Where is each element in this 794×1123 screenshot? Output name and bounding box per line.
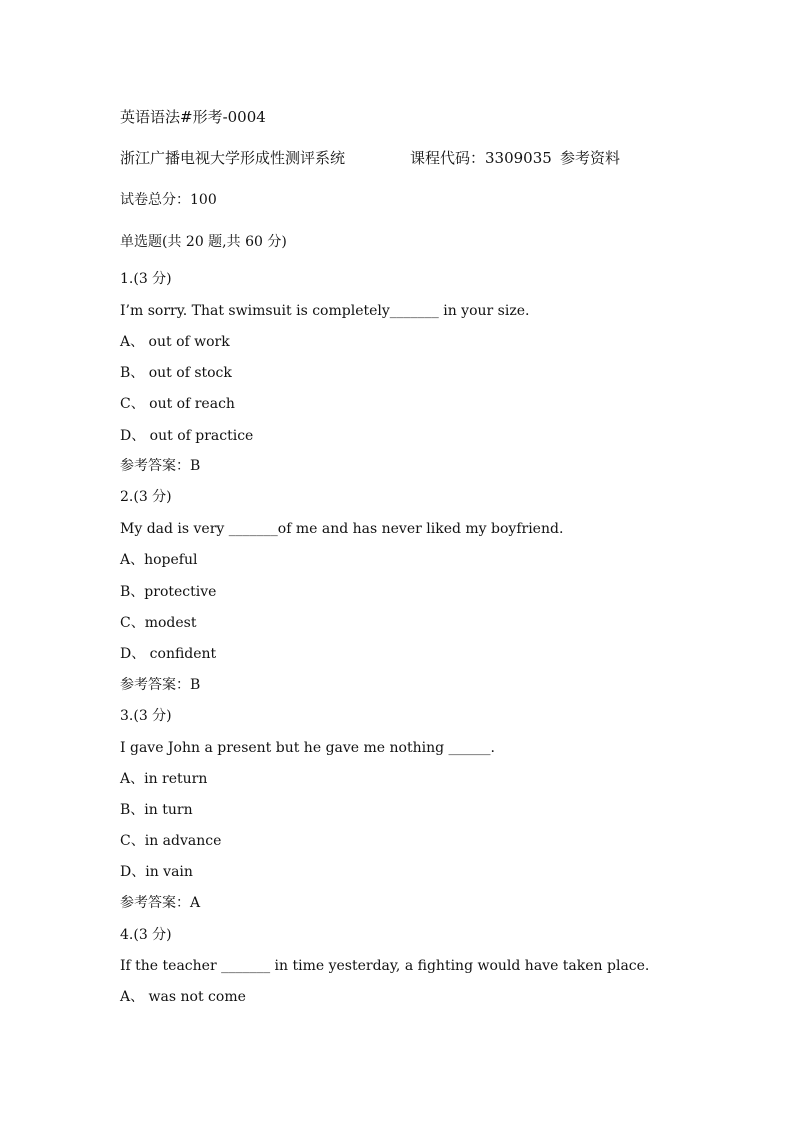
option-a: A、hopeful (120, 552, 198, 568)
question-number: 4.(3 分) (120, 927, 172, 943)
total-score: 试卷总分：100 (120, 192, 217, 208)
answer-key: 参考答案：B (120, 458, 201, 474)
option-b: B、protective (120, 584, 217, 600)
page-title: 英语语法#形考-0004 (120, 108, 266, 126)
option-c: C、 out of reach (120, 396, 235, 412)
question-number: 1.(3 分) (120, 271, 172, 287)
question-number: 3.(3 分) (120, 708, 172, 724)
option-d: D、in vain (120, 864, 193, 880)
course-code: 课程代码：3309035 (410, 149, 552, 167)
reference-label: 参考资料 (560, 149, 621, 167)
option-c: C、modest (120, 615, 197, 631)
question-stem: If the teacher _______ in time yesterday, a fighting would have taken place. (120, 958, 650, 974)
section-heading: 单选题(共 20 题,共 60 分) (120, 234, 287, 250)
answer-key: 参考答案：B (120, 677, 201, 693)
question-stem: My dad is very _______of me and has never liked my boyfriend. (120, 521, 564, 537)
system-name: 浙江广播电视大学形成性测评系统 (120, 149, 346, 167)
question-stem: I’m sorry. That swimsuit is completely_______ in your size. (120, 303, 530, 319)
option-b: B、 out of stock (120, 365, 232, 381)
option-a: A、 was not come (120, 989, 246, 1005)
question-stem: I gave John a present but he gave me nothing ______. (120, 740, 495, 756)
answer-key: 参考答案：A (120, 895, 201, 911)
option-d: D、 out of practice (120, 428, 254, 444)
question-number: 2.(3 分) (120, 489, 172, 505)
option-b: B、in turn (120, 802, 193, 818)
option-a: A、 out of work (120, 334, 230, 350)
option-c: C、in advance (120, 833, 222, 849)
option-d: D、 confident (120, 646, 217, 662)
option-a: A、in return (120, 771, 208, 787)
